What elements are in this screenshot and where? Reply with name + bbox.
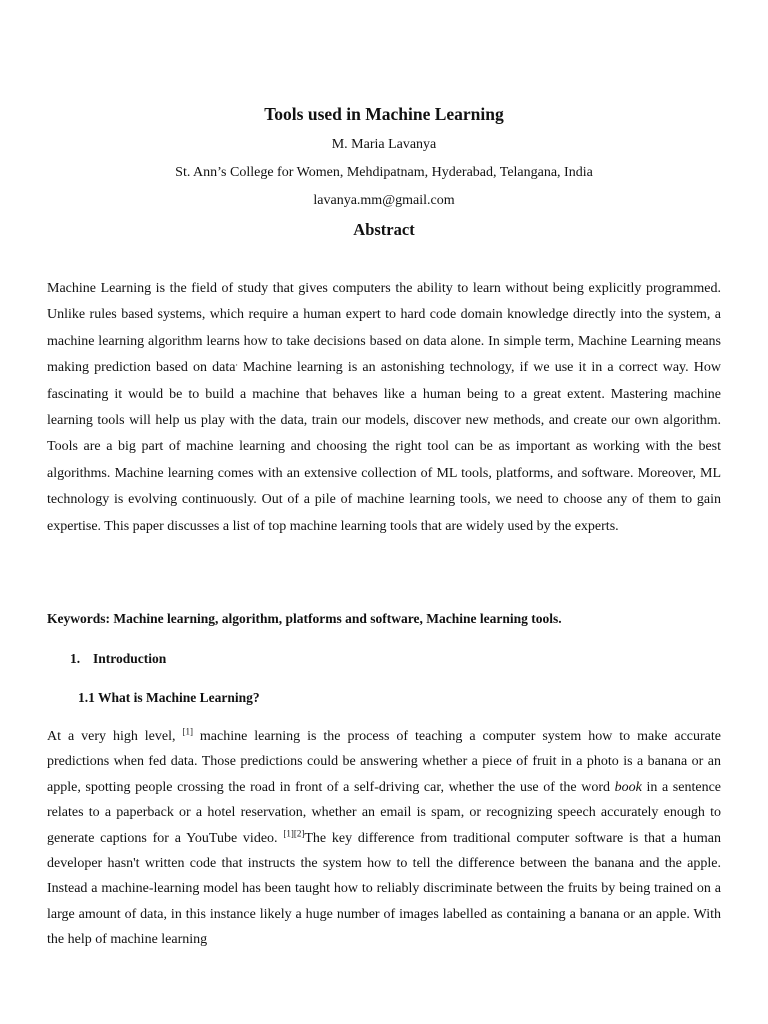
- section-heading-introduction: [70, 651, 166, 667]
- intro-text-part3: in a sentence relates to a paperback or a hotel reservation, whether an email is spam, or recognizing speech accurately enough to generate captions for a YouTube video.: [47, 779, 721, 846]
- citation-ref-1[interactable]: [1]: [182, 726, 193, 737]
- abstract-text-part1: Machine Learning is the field of study that gives computers the ability to learn without being explicitly programmed. Unlike rules based systems, which require a human expert to hard code domain knowledge directly into the system, a machine learning algorithm learns how to take decisions based on data alone. In simple term, Machine Learning means making prediction based on data: [47, 281, 721, 376]
- keywords: Keywords: Machine learning, algorithm, platforms and software, Machine learning tools.: [47, 611, 562, 626]
- abstract-footnote-mark: .: [235, 357, 238, 368]
- intro-text-part4: The key difference from traditional computer software is that a human developer hasn't written code that instructs the system how to tell the difference between the banana and the apple. Instead a machine-learning model has been taught how to reliably discriminate between the fruits by being trained on a large amount of data, in this instance likely a huge number of images labelled as containing a banana or an apple. With the help of machine learning: [47, 830, 721, 948]
- section-number: 1.: [70, 651, 81, 666]
- intro-text-part1: At a very high level,: [47, 729, 183, 744]
- section-title: Introduction: [93, 651, 167, 666]
- author-email: lavanya.mm@gmail.com: [313, 193, 455, 208]
- introduction-body: [47, 724, 721, 953]
- abstract-text-part2: Machine learning is an astonishing technology, if we use it in a correct way. How fascinating it would be to build a machine that behaves like a human being to a great extent. Mastering machine learning tools will help us play with the data, train our models, discover new methods, and create our own algorithm. Tools are a big part of machine learning and choosing the right tool can be as important as working with the best algorithms. Machine learning comes with an extensive collection of ML tools, platforms, and software. Moreover, ML technology is evolving continuously. Out of a pile of machine learning tools, we need to choose any of them to gain expertise. This paper discusses a list of top machine learning tools that are widely used by the experts.: [47, 360, 721, 534]
- intro-italic-word: book: [614, 779, 642, 795]
- subsection-heading-what-is-ml: 1.1 What is Machine Learning?: [78, 690, 260, 705]
- abstract-heading: Abstract: [353, 220, 415, 239]
- author-affiliation: St. Ann’s College for Women, Mehdipatnam, Hyderabad, Telangana, India: [175, 165, 593, 180]
- paper-title: Tools used in Machine Learning: [264, 104, 504, 124]
- intro-text-part2: machine learning is the process of teaching a computer system how to make accurate predictions when fed data. Those predictions could be answering whether a piece of fruit in a photo is a banana or an apple, spotting people crossing the road in front of a self-driving car, whether the use of the word: [47, 729, 721, 795]
- author-name: M. Maria Lavanya: [331, 137, 437, 152]
- abstract-body: [47, 276, 721, 540]
- citation-ref-1-2[interactable]: [1][2]: [283, 827, 305, 838]
